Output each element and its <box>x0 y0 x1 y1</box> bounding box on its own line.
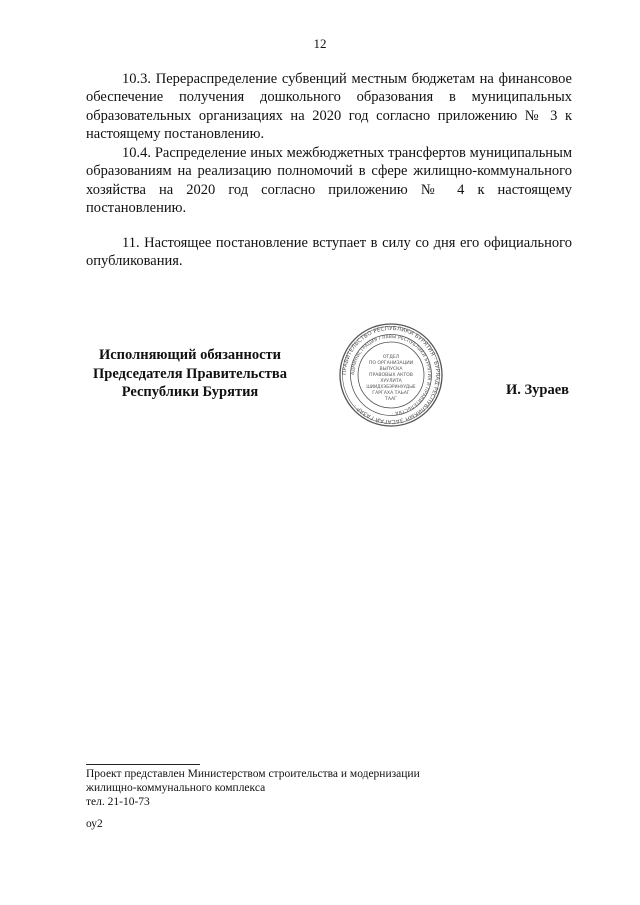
paragraph-11 <box>86 234 572 271</box>
seal-center-line: ВЫПУСКА <box>379 367 403 372</box>
seal-center-line: ПРАВОВЫХ АКТОВ <box>369 373 413 378</box>
signatory-name: И. Зураев <box>506 382 570 398</box>
footnote-line: Проект представлен Министерством строительства и модернизации <box>86 768 420 780</box>
seal-center-line: ПО ОРГАНИЗАЦИИ <box>368 361 414 366</box>
paragraph-text: 11. Настоящее постановление вступает в силу со дня его официального опубликования. <box>86 235 572 270</box>
seal-outer-ring-text: ПРАВИТЕЛЬСТВО РЕСПУБЛИКИ БУРЯТИЯ · БУРЯАД РЕСПУБЛИКЫН ЗАСАГАЙ ГАЗАР · <box>341 325 441 425</box>
document-code: оу2 <box>86 818 103 830</box>
signatory-title-line: Исполняющий обязанности <box>98 347 282 363</box>
paragraph-text: 10.3. Перераспределение субвенций местным бюджетам на финансовое обеспечение получения дошкольного образования в муниципальных образовательных организациях на 2020 год согласно приложению № 3 к настоящему постановлению. <box>86 71 572 143</box>
seal-center-line: ОТДЕЛ <box>382 355 400 360</box>
seal-center-line: ХУУЛИТА <box>380 379 402 384</box>
footnote-line: тел. 21-10-73 <box>86 796 150 808</box>
paragraph-10-3 <box>86 70 572 144</box>
seal-center-line: ГАРГАХА ТАЬАГ <box>372 391 410 396</box>
seal-inner-ring-text: АДМИНИСТРАЦИЯ ГЛАВЫ РЕСПУБЛИКИ БУРЯТИЯ И ПРАВИТЕЛЬСТВА · <box>350 334 432 415</box>
footnote-line: жилищно-коммунального комплекса <box>86 782 266 794</box>
paragraph-text: 10.4. Распределение иных межбюджетных трансфертов муниципальным образованиям на реализацию полномочий в сфере жилищно-коммунального хозяйства на 2020 год согласно приложению № 4 к настоящему постановлению. <box>86 145 572 217</box>
footnote <box>86 767 420 809</box>
seal-center-line: ТААГ <box>385 397 397 402</box>
footnote-divider <box>86 764 200 765</box>
paragraph-10-4 <box>86 144 572 218</box>
signatory-title-line: Председателя Правительства <box>93 365 287 382</box>
seal-center-line: ШИИДХЭБЭРИНУУДЫЕ <box>366 384 416 389</box>
official-seal-stamp <box>338 322 444 428</box>
signatory-title-line: Республики Бурятия <box>121 384 259 400</box>
page-number: 12 <box>313 36 327 51</box>
signatory-title <box>80 346 300 402</box>
